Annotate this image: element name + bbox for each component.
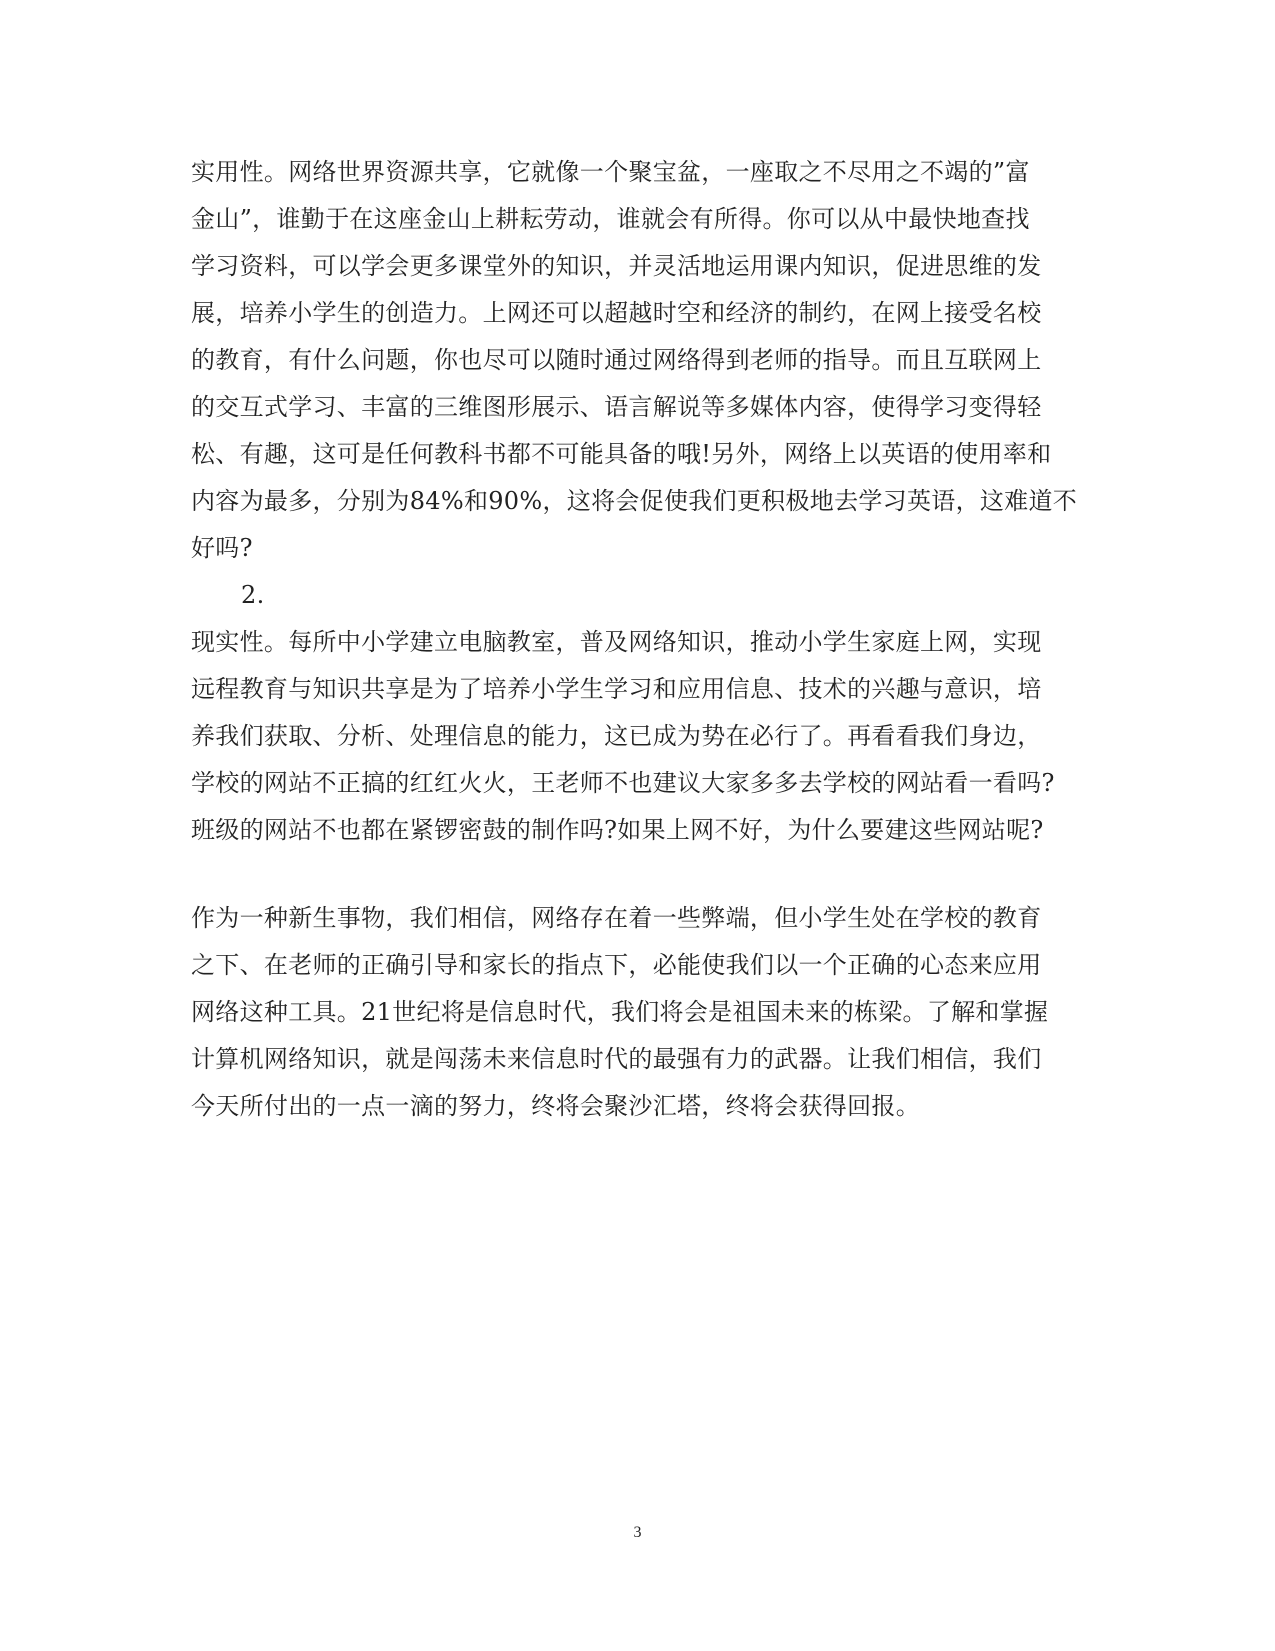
paragraph-line: 实用性。网络世界资源共享，它就像一个聚宝盆，一座取之不尽用之不竭的”富: [191, 158, 1030, 186]
paragraph-line: 之下、在老师的正确引导和家长的指点下，必能使我们以一个正确的心态来应用: [191, 951, 1042, 979]
paragraph-line: 现实性。每所中小学建立电脑教室，普及网络知识，推动小学生家庭上网，实现: [191, 628, 1042, 656]
list-item-number: 2.: [241, 581, 265, 609]
paragraph-line: 金山”，谁勤于在这座金山上耕耘劳动，谁就会有所得。你可以从中最快地查找: [191, 205, 1030, 233]
paragraph-line: 学习资料，可以学会更多课堂外的知识，并灵活地运用课内知识，促进思维的发: [191, 252, 1042, 280]
paragraph-line: 网络这种工具。21世纪将是信息时代，我们将会是祖国未来的栋梁。了解和掌握: [191, 998, 1049, 1026]
paragraph-line: 的教育，有什么问题，你也尽可以随时通过网络得到老师的指导。而且互联网上: [191, 346, 1042, 374]
paragraph-line: 展，培养小学生的创造力。上网还可以超越时空和经济的制约，在网上接受名校: [191, 299, 1042, 327]
paragraph-line: 班级的网站不也都在紧锣密鼓的制作吗?如果上网不好，为什么要建这些网站呢?: [191, 816, 1044, 844]
paragraph-line: 内容为最多，分别为84%和90%，这将会促使我们更积极地去学习英语，这难道不: [191, 487, 1078, 515]
paragraph-line: 养我们获取、分析、处理信息的能力，这已成为势在必行了。再看看我们身边，: [191, 722, 1042, 750]
paragraph-line: 计算机网络知识，就是闯荡未来信息时代的最强有力的武器。让我们相信，我们: [191, 1045, 1042, 1073]
paragraph-line: 今天所付出的一点一滴的努力，终将会聚沙汇塔，终将会获得回报。: [191, 1092, 920, 1120]
paragraph-line: 学校的网站不正搞的红红火火，王老师不也建议大家多多去学校的网站看一看吗?: [191, 769, 1055, 797]
paragraph-line: 作为一种新生事物，我们相信，网络存在着一些弊端，但小学生处在学校的教育: [191, 904, 1042, 932]
paragraph-line: 的交互式学习、丰富的三维图形展示、语言解说等多媒体内容，使得学习变得轻: [191, 393, 1042, 421]
paragraph-line: 远程教育与知识共享是为了培养小学生学习和应用信息、技术的兴趣与意识，培: [191, 675, 1042, 703]
paragraph-line: 好吗?: [191, 534, 253, 562]
paragraph-line: 松、有趣，这可是任何教科书都不可能具备的哦!另外，网络上以英语的使用率和: [191, 440, 1052, 468]
page-number: 3: [633, 1524, 642, 1541]
